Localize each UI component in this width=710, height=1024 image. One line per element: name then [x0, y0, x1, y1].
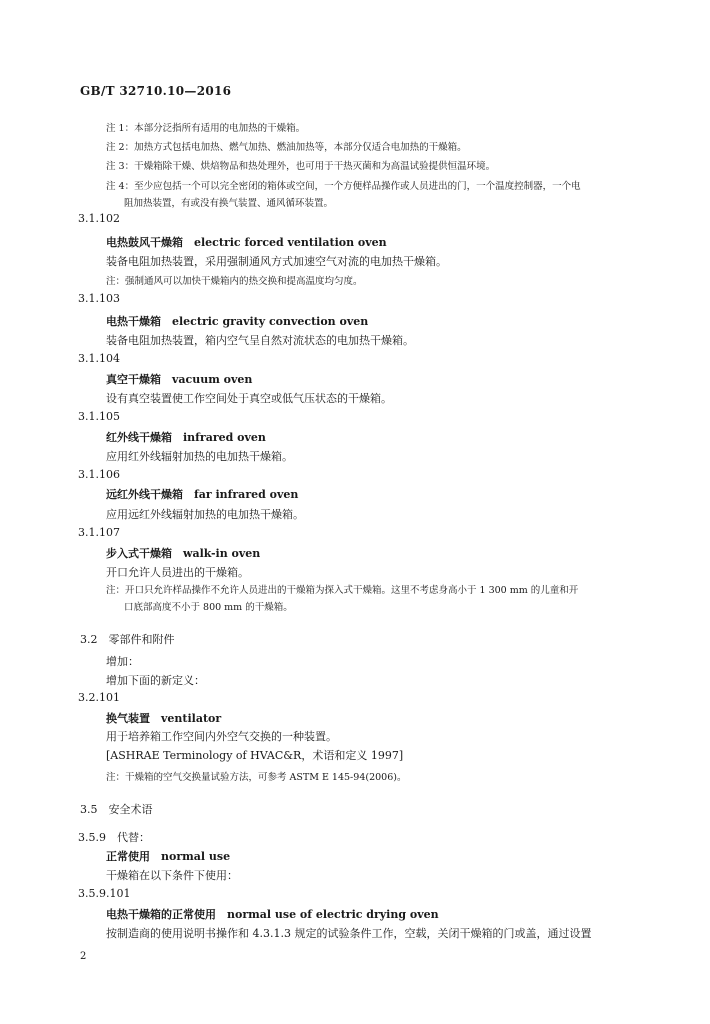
- clause-number: 3.1.102: [78, 212, 120, 225]
- clause-number: 3.5.9.101: [78, 887, 131, 900]
- term-heading: 正常使用 normal use: [106, 850, 231, 863]
- clause-number: 3.1.103: [78, 292, 120, 305]
- clause-number: 3.2.101: [78, 691, 120, 704]
- definition-text: 增加：: [106, 655, 139, 668]
- term-heading: 远红外线干燥箱 far infrared oven: [106, 488, 299, 501]
- definition-text: 按制造商的使用说明书操作和 4.3.1.3 规定的试验条件工作，空载，关闭干燥箱的门或盖，通过设置: [106, 927, 592, 940]
- note-line: 注 4：至少应包括一个可以完全密闭的箱体或空间，一个方便样品操作或人员进出的门，一个温度控制器，一个电: [106, 181, 581, 192]
- term-heading: 真空干燥箱 vacuum oven: [106, 373, 253, 386]
- definition-text: 设有真空装置使工作空间处于真空或低气压状态的干燥箱。: [106, 392, 392, 405]
- definition-text: 装备电阻加热装置，采用强制通风方式加速空气对流的电加热干燥箱。: [106, 255, 447, 268]
- definition-text: 应用远红外线辐射加热的电加热干燥箱。: [106, 508, 304, 521]
- term-heading: 电热鼓风干燥箱 electric forced ventilation oven: [106, 236, 387, 249]
- term-heading: 换气装置 ventilator: [106, 712, 222, 725]
- note-line: 注：强制通风可以加快干燥箱内的热交换和提高温度均匀度。: [106, 276, 363, 287]
- definition-text: 用于培养箱工作空间内外空气交换的一种装置。: [106, 730, 337, 743]
- definition-text: 开口允许人员进出的干燥箱。: [106, 566, 249, 579]
- note-line: 注 1：本部分泛指所有适用的电加热的干燥箱。: [106, 123, 306, 134]
- definition-text: 干燥箱在以下条件下使用：: [106, 869, 238, 882]
- definition-text: 应用红外线辐射加热的电加热干燥箱。: [106, 450, 293, 463]
- term-heading: 电热干燥箱 electric gravity convection oven: [106, 315, 369, 328]
- clause-number: 3.1.104: [78, 352, 120, 365]
- section-heading: 3.2 零部件和附件: [80, 633, 175, 646]
- term-heading: 步入式干燥箱 walk-in oven: [106, 547, 261, 560]
- clause-number: 3.1.106: [78, 468, 120, 481]
- term-heading: 电热干燥箱的正常使用 normal use of electric drying oven: [106, 908, 439, 921]
- definition-text: 增加下面的新定义：: [106, 674, 205, 687]
- note-line: 注：干燥箱的空气交换量试验方法，可参考 ASTM E 145-94(2006)。: [106, 772, 407, 783]
- definition-text: [ASHRAE Terminology of HVAC&R，术语和定义 1997]: [106, 749, 404, 762]
- definition-text: 装备电阻加热装置，箱内空气呈自然对流状态的电加热干燥箱。: [106, 334, 414, 347]
- standard-number-header: GB/T 32710.10—2016: [80, 84, 232, 98]
- note-continuation: 阻加热装置，有或没有换气装置、通风循环装置。: [124, 198, 334, 209]
- clause-number: 3.1.107: [78, 526, 120, 539]
- clause-number: 3.1.105: [78, 410, 120, 423]
- clause-number: 3.5.9 代替：: [78, 831, 150, 844]
- note-continuation: 口底部高度不小于 800 mm 的干燥箱。: [124, 602, 293, 613]
- section-heading: 3.5 安全术语: [80, 803, 153, 816]
- note-line: 注 3：干燥箱除干燥、烘焙物品和热处理外，也可用于干热灭菌和为高温试验提供恒温环境。: [106, 161, 496, 172]
- term-heading: 红外线干燥箱 infrared oven: [106, 431, 266, 444]
- note-line: 注 2：加热方式包括电加热、燃气加热、燃油加热等，本部分仅适合电加热的干燥箱。: [106, 142, 467, 153]
- note-line: 注：开口只允许样品操作不允许人员进出的干燥箱为探入式干燥箱。这里不考虑身高小于 1 300 mm 的儿童和开: [106, 585, 579, 596]
- page-number: 2: [80, 951, 87, 962]
